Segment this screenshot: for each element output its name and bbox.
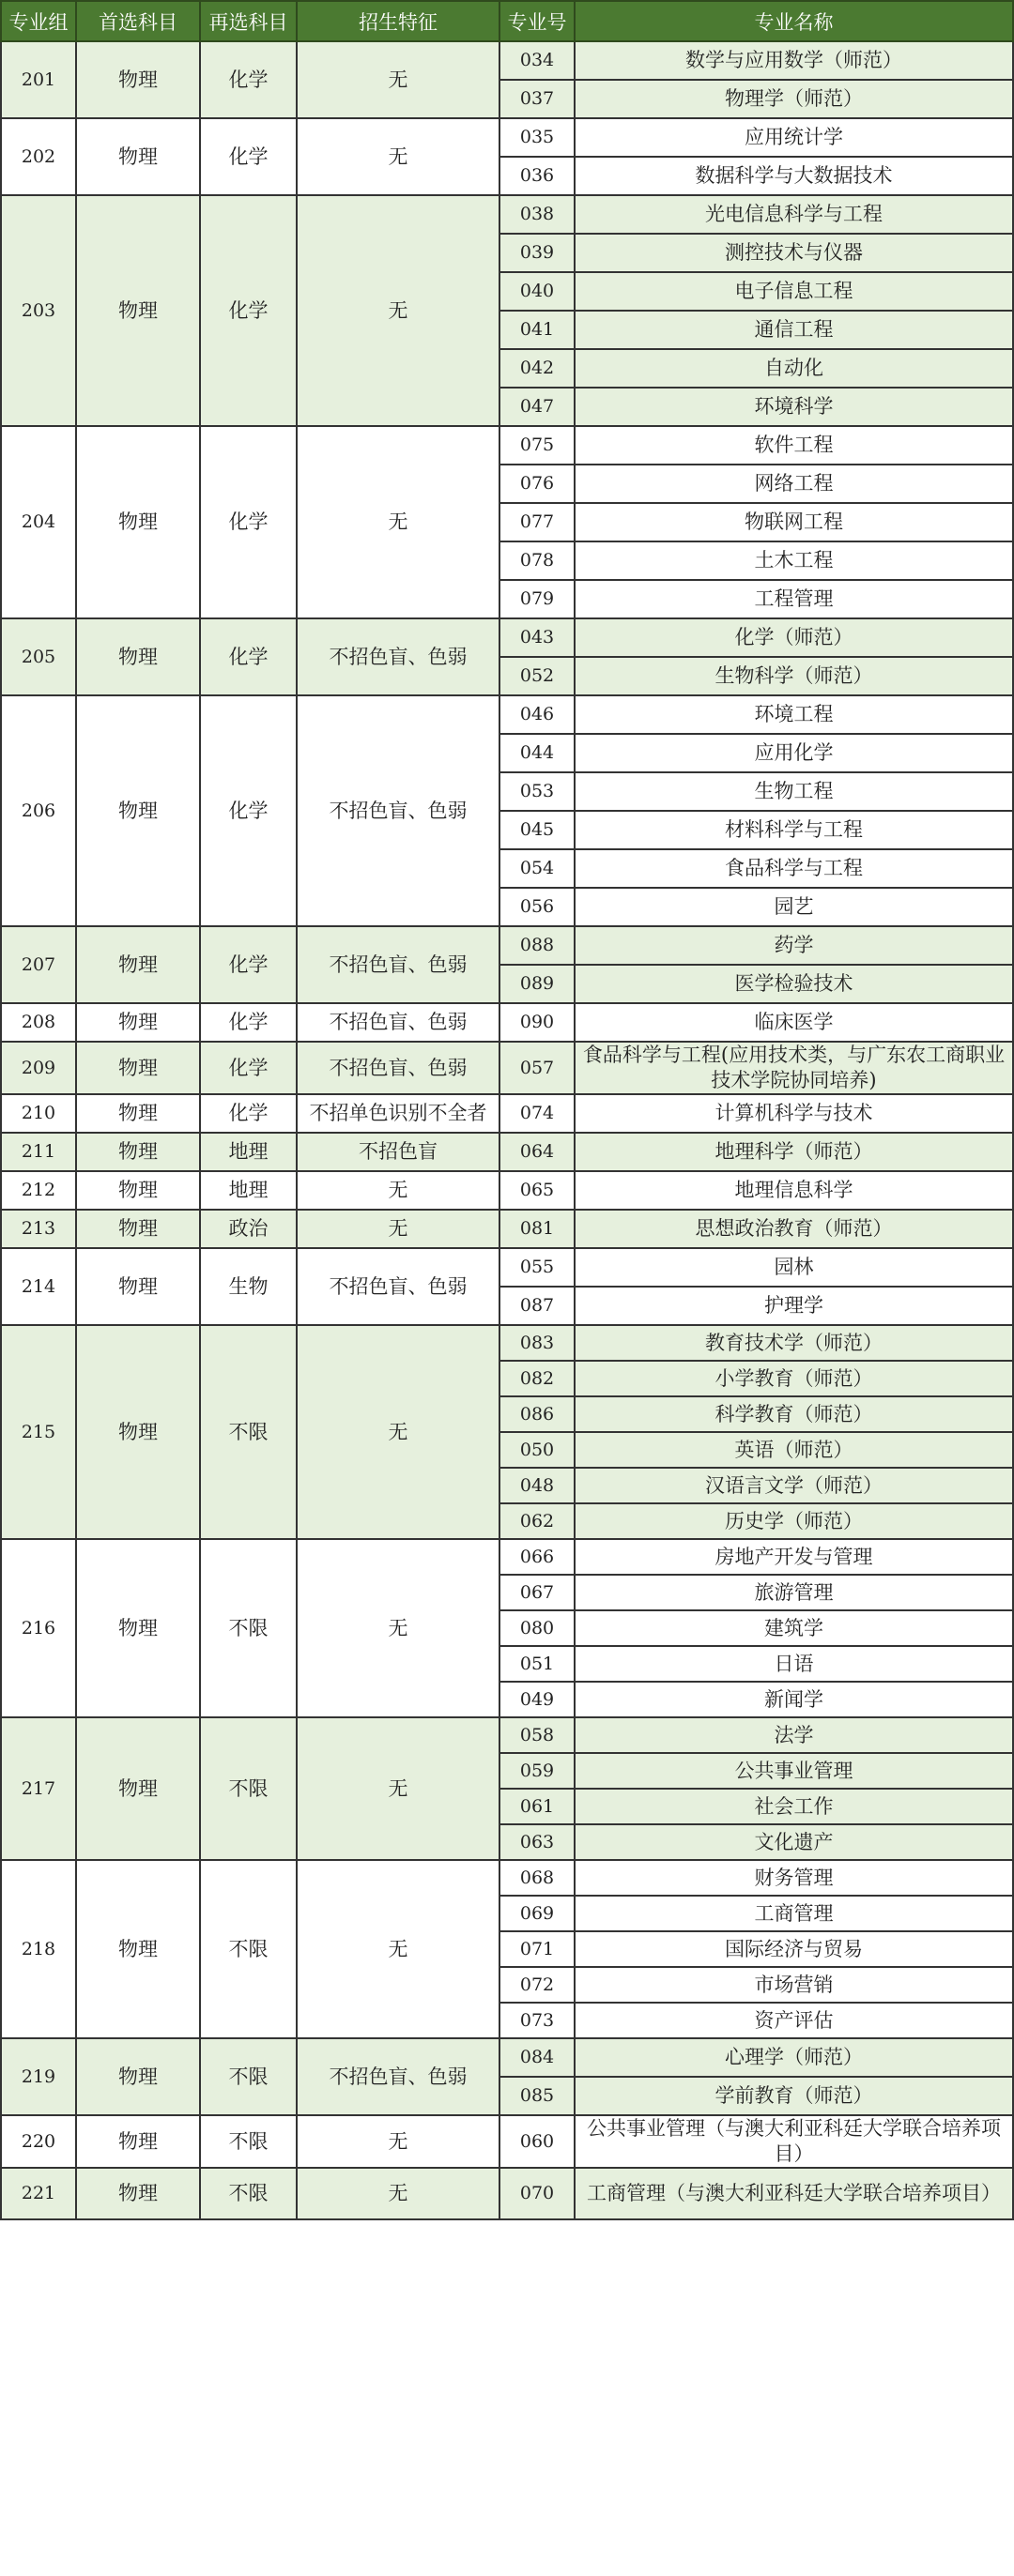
major-code-cell: 034 [499,41,575,80]
second-subject-cell: 政治 [200,1210,297,1248]
major-name-cell: 小学教育（师范） [575,1361,1013,1396]
major-code-cell: 063 [499,1824,575,1860]
major-name-cell: 思想政治教育（师范） [575,1210,1013,1248]
major-code-cell: 035 [499,118,575,157]
first-subject-cell: 物理 [76,1171,200,1210]
group-id-cell: 220 [1,2115,76,2168]
table-row [1,1210,1013,1248]
group-id-cell: 217 [1,1717,76,1860]
header-group: 专业组 [1,1,76,41]
major-name-cell: 科学教育（师范） [575,1396,1013,1432]
major-code-cell: 072 [499,1967,575,2003]
second-subject-cell: 化学 [200,195,297,426]
major-code-cell: 073 [499,2003,575,2038]
header-first-subject: 首选科目 [76,1,200,41]
second-subject-cell: 不限 [200,1717,297,1860]
second-subject-cell: 不限 [200,1325,297,1539]
major-name-cell: 工程管理 [575,580,1013,618]
major-code-cell: 089 [499,965,575,1003]
major-name-cell: 历史学（师范） [575,1503,1013,1539]
major-name-cell: 应用统计学 [575,118,1013,157]
major-name-cell: 公共事业管理 [575,1753,1013,1789]
major-name-cell: 资产评估 [575,2003,1013,2038]
second-subject-cell: 化学 [200,695,297,926]
major-code-cell: 042 [499,349,575,388]
first-subject-cell: 物理 [76,1325,200,1539]
major-code-cell: 050 [499,1432,575,1468]
major-name-cell: 网络工程 [575,465,1013,503]
feature-cell: 无 [297,2115,499,2168]
major-code-cell: 056 [499,888,575,926]
major-code-cell: 038 [499,195,575,234]
major-name-cell: 生物科学（师范） [575,657,1013,695]
table-body [1,41,1013,2219]
major-name-cell: 临床医学 [575,1003,1013,1042]
major-code-cell: 059 [499,1753,575,1789]
major-code-cell: 047 [499,388,575,426]
major-name-cell: 数学与应用数学（师范） [575,41,1013,80]
first-subject-cell: 物理 [76,1717,200,1860]
major-code-cell: 037 [499,80,575,118]
first-subject-cell: 物理 [76,1042,200,1094]
major-name-cell: 日语 [575,1646,1013,1682]
group-id-cell: 202 [1,118,76,195]
major-name-cell: 软件工程 [575,426,1013,465]
major-code-cell: 062 [499,1503,575,1539]
major-name-cell: 生物工程 [575,772,1013,811]
major-code-cell: 045 [499,811,575,849]
major-code-cell: 052 [499,657,575,695]
feature-cell: 不招色盲、色弱 [297,926,499,1003]
major-code-cell: 040 [499,272,575,311]
major-name-cell: 通信工程 [575,311,1013,349]
major-code-cell: 079 [499,580,575,618]
first-subject-cell: 物理 [76,1133,200,1171]
feature-cell: 不招色盲、色弱 [297,1003,499,1042]
major-name-cell: 计算机科学与技术 [575,1094,1013,1133]
table-row [1,1133,1013,1171]
major-name-cell: 园林 [575,1248,1013,1287]
major-name-cell: 应用化学 [575,734,1013,772]
table-row [1,926,1013,965]
feature-cell: 无 [297,1539,499,1717]
group-id-cell: 213 [1,1210,76,1248]
group-id-cell: 207 [1,926,76,1003]
major-name-cell: 地理信息科学 [575,1171,1013,1210]
group-id-cell: 218 [1,1860,76,2038]
major-name-cell: 学前教育（师范） [575,2077,1013,2115]
second-subject-cell: 不限 [200,1539,297,1717]
major-name-cell: 公共事业管理（与澳大利亚科廷大学联合培养项目） [575,2115,1013,2168]
table-row [1,426,1013,465]
major-code-cell: 043 [499,618,575,657]
feature-cell: 不招色盲 [297,1133,499,1171]
table-row [1,2115,1013,2168]
first-subject-cell: 物理 [76,926,200,1003]
major-name-cell: 旅游管理 [575,1575,1013,1610]
second-subject-cell: 化学 [200,1042,297,1094]
first-subject-cell: 物理 [76,695,200,926]
first-subject-cell: 物理 [76,1860,200,2038]
table-row [1,1860,1013,1896]
table-row [1,195,1013,234]
major-name-cell: 新闻学 [575,1682,1013,1717]
group-id-cell: 214 [1,1248,76,1325]
major-name-cell: 化学（师范） [575,618,1013,657]
header-feature: 招生特征 [297,1,499,41]
major-name-cell: 物联网工程 [575,503,1013,541]
major-name-cell: 物理学（师范） [575,80,1013,118]
major-code-cell: 041 [499,311,575,349]
major-code-cell: 055 [499,1248,575,1287]
group-id-cell: 212 [1,1171,76,1210]
feature-cell: 不招色盲、色弱 [297,1248,499,1325]
major-name-cell: 文化遗产 [575,1824,1013,1860]
first-subject-cell: 物理 [76,118,200,195]
second-subject-cell: 不限 [200,1860,297,2038]
major-code-cell: 068 [499,1860,575,1896]
major-code-cell: 086 [499,1396,575,1432]
first-subject-cell: 物理 [76,426,200,618]
group-id-cell: 221 [1,2168,76,2219]
major-name-cell: 电子信息工程 [575,272,1013,311]
header-major-name: 专业名称 [575,1,1013,41]
group-id-cell: 206 [1,695,76,926]
major-code-cell: 074 [499,1094,575,1133]
major-name-cell: 英语（师范） [575,1432,1013,1468]
major-code-cell: 070 [499,2168,575,2219]
major-name-cell: 法学 [575,1717,1013,1753]
feature-cell: 不招单色识别不全者 [297,1094,499,1133]
major-code-cell: 076 [499,465,575,503]
second-subject-cell: 不限 [200,2115,297,2168]
second-subject-cell: 化学 [200,926,297,1003]
header-row [1,1,1013,41]
table-row [1,618,1013,657]
major-name-cell: 材料科学与工程 [575,811,1013,849]
major-name-cell: 工商管理 [575,1896,1013,1931]
first-subject-cell: 物理 [76,1003,200,1042]
major-code-cell: 090 [499,1003,575,1042]
major-code-cell: 036 [499,157,575,195]
table-row [1,1171,1013,1210]
feature-cell: 无 [297,195,499,426]
major-code-cell: 065 [499,1171,575,1210]
major-code-cell: 081 [499,1210,575,1248]
first-subject-cell: 物理 [76,195,200,426]
second-subject-cell: 化学 [200,118,297,195]
major-name-cell: 心理学（师范） [575,2038,1013,2077]
group-id-cell: 216 [1,1539,76,1717]
major-code-cell: 078 [499,541,575,580]
major-code-cell: 080 [499,1610,575,1646]
group-id-cell: 203 [1,195,76,426]
major-code-cell: 061 [499,1789,575,1824]
major-name-cell: 光电信息科学与工程 [575,195,1013,234]
second-subject-cell: 生物 [200,1248,297,1325]
table-row [1,2168,1013,2219]
table-row [1,1539,1013,1575]
major-code-cell: 039 [499,234,575,272]
major-code-cell: 084 [499,2038,575,2077]
second-subject-cell: 化学 [200,41,297,118]
major-code-cell: 058 [499,1717,575,1753]
major-code-cell: 064 [499,1133,575,1171]
feature-cell: 无 [297,1860,499,2038]
major-code-cell: 069 [499,1896,575,1931]
major-name-cell: 地理科学（师范） [575,1133,1013,1171]
group-id-cell: 219 [1,2038,76,2115]
table-row [1,1325,1013,1361]
group-id-cell: 210 [1,1094,76,1133]
major-code-cell: 066 [499,1539,575,1575]
second-subject-cell: 化学 [200,426,297,618]
major-code-cell: 048 [499,1468,575,1503]
major-code-cell: 077 [499,503,575,541]
major-name-cell: 食品科学与工程(应用技术类，与广东农工商职业技术学院协同培养) [575,1042,1013,1094]
major-code-cell: 049 [499,1682,575,1717]
major-name-cell: 房地产开发与管理 [575,1539,1013,1575]
major-code-cell: 082 [499,1361,575,1396]
second-subject-cell: 不限 [200,2038,297,2115]
first-subject-cell: 物理 [76,41,200,118]
major-code-cell: 044 [499,734,575,772]
major-name-cell: 市场营销 [575,1967,1013,2003]
feature-cell: 无 [297,1717,499,1860]
major-name-cell: 工商管理（与澳大利亚科廷大学联合培养项目） [575,2168,1013,2219]
second-subject-cell: 地理 [200,1133,297,1171]
first-subject-cell: 物理 [76,2115,200,2168]
major-name-cell: 国际经济与贸易 [575,1931,1013,1967]
first-subject-cell: 物理 [76,1094,200,1133]
major-name-cell: 医学检验技术 [575,965,1013,1003]
feature-cell: 无 [297,1210,499,1248]
major-code-cell: 054 [499,849,575,888]
table-row [1,1094,1013,1133]
major-name-cell: 食品科学与工程 [575,849,1013,888]
feature-cell: 不招色盲、色弱 [297,2038,499,2115]
group-id-cell: 208 [1,1003,76,1042]
header-second-subject: 再选科目 [200,1,297,41]
header-major-code: 专业号 [499,1,575,41]
group-id-cell: 204 [1,426,76,618]
second-subject-cell: 化学 [200,1003,297,1042]
major-code-cell: 057 [499,1042,575,1094]
major-code-cell: 060 [499,2115,575,2168]
major-code-cell: 085 [499,2077,575,2115]
feature-cell: 无 [297,2168,499,2219]
table-row [1,1717,1013,1753]
feature-cell: 不招色盲、色弱 [297,695,499,926]
major-code-cell: 046 [499,695,575,734]
major-name-cell: 护理学 [575,1287,1013,1325]
major-code-cell: 075 [499,426,575,465]
major-name-cell: 环境科学 [575,388,1013,426]
major-name-cell: 自动化 [575,349,1013,388]
group-id-cell: 201 [1,41,76,118]
second-subject-cell: 不限 [200,2168,297,2219]
feature-cell: 无 [297,426,499,618]
major-name-cell: 社会工作 [575,1789,1013,1824]
table-row [1,2038,1013,2077]
feature-cell: 不招色盲、色弱 [297,1042,499,1094]
feature-cell: 不招色盲、色弱 [297,618,499,695]
major-name-cell: 园艺 [575,888,1013,926]
major-code-cell: 051 [499,1646,575,1682]
major-name-cell: 教育技术学（师范） [575,1325,1013,1361]
major-name-cell: 测控技术与仪器 [575,234,1013,272]
major-code-cell: 083 [499,1325,575,1361]
group-id-cell: 215 [1,1325,76,1539]
major-name-cell: 汉语言文学（师范） [575,1468,1013,1503]
group-id-cell: 209 [1,1042,76,1094]
second-subject-cell: 地理 [200,1171,297,1210]
second-subject-cell: 化学 [200,1094,297,1133]
feature-cell: 无 [297,1325,499,1539]
feature-cell: 无 [297,1171,499,1210]
feature-cell: 无 [297,41,499,118]
major-code-cell: 088 [499,926,575,965]
major-code-cell: 071 [499,1931,575,1967]
table-row [1,695,1013,734]
first-subject-cell: 物理 [76,2038,200,2115]
table-row [1,1042,1013,1094]
first-subject-cell: 物理 [76,1539,200,1717]
second-subject-cell: 化学 [200,618,297,695]
table-row [1,1248,1013,1287]
group-id-cell: 211 [1,1133,76,1171]
major-name-cell: 环境工程 [575,695,1013,734]
major-code-cell: 087 [499,1287,575,1325]
major-name-cell: 建筑学 [575,1610,1013,1646]
group-id-cell: 205 [1,618,76,695]
table-row [1,1003,1013,1042]
table-row [1,118,1013,157]
first-subject-cell: 物理 [76,2168,200,2219]
first-subject-cell: 物理 [76,618,200,695]
feature-cell: 无 [297,118,499,195]
major-name-cell: 财务管理 [575,1860,1013,1896]
first-subject-cell: 物理 [76,1210,200,1248]
first-subject-cell: 物理 [76,1248,200,1325]
major-name-cell: 数据科学与大数据技术 [575,157,1013,195]
table-row [1,41,1013,80]
major-code-cell: 053 [499,772,575,811]
major-name-cell: 药学 [575,926,1013,965]
major-name-cell: 土木工程 [575,541,1013,580]
major-code-cell: 067 [499,1575,575,1610]
